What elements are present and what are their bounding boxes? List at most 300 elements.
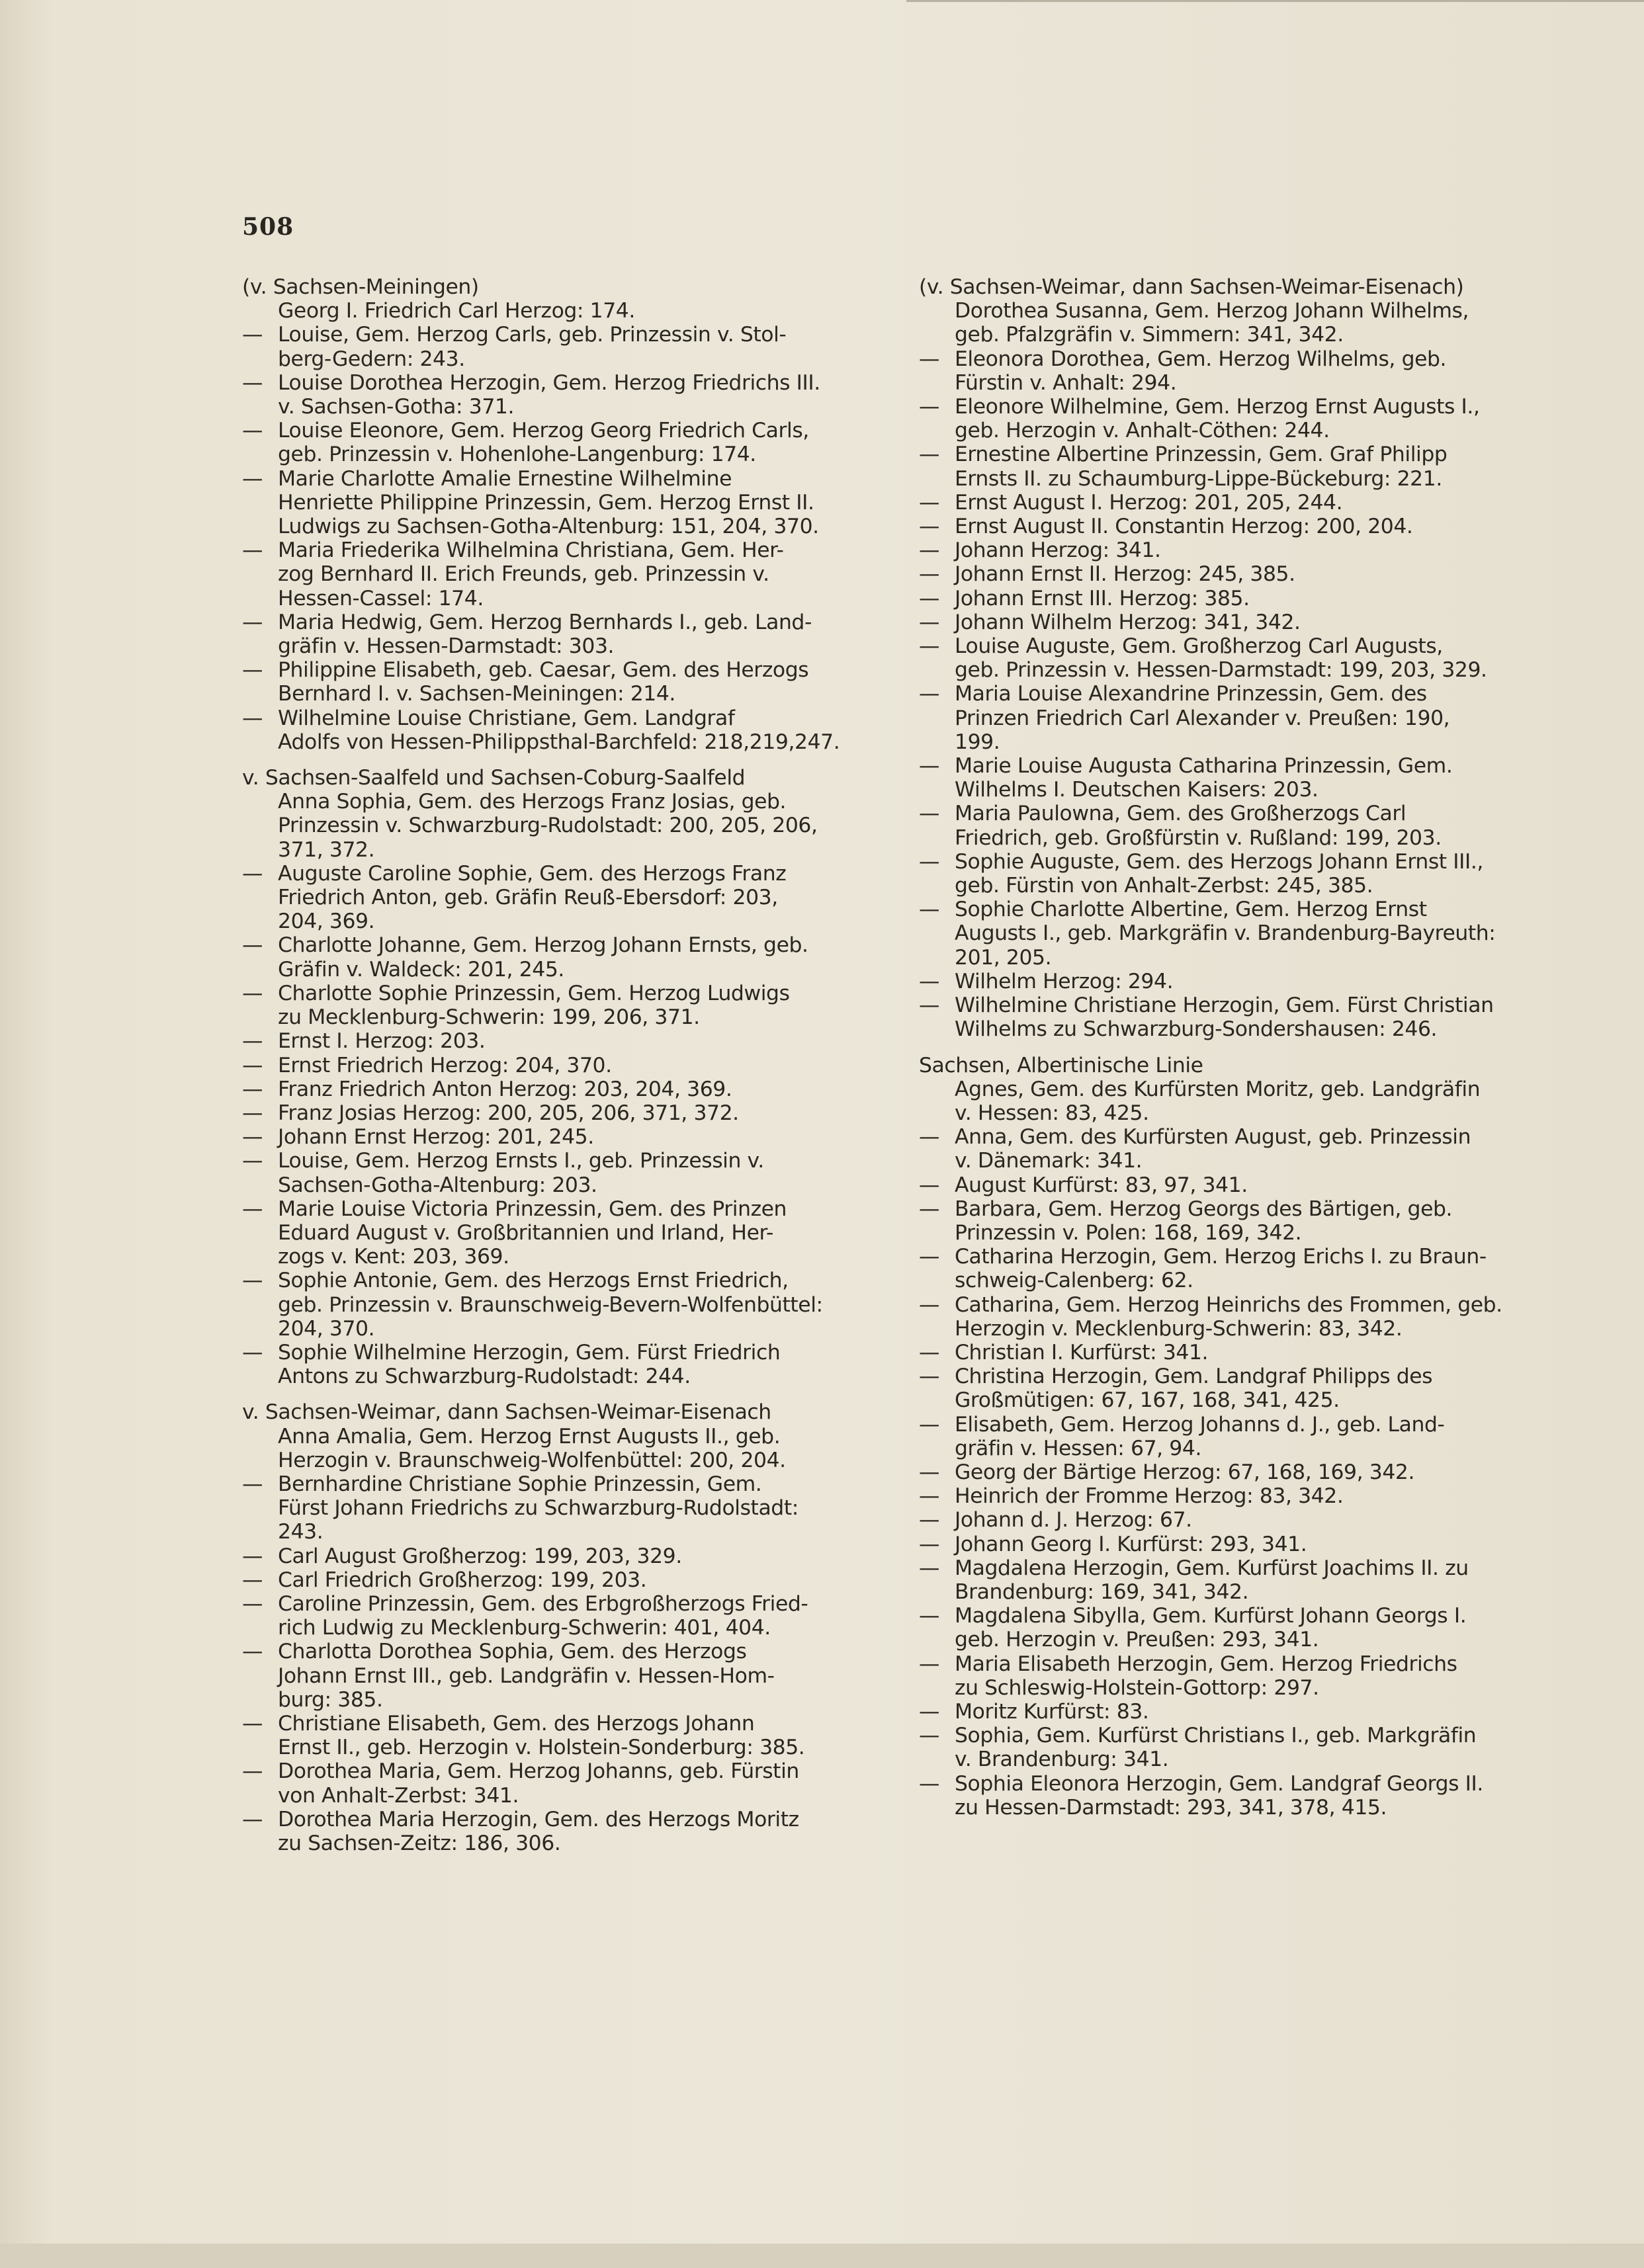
entry-text: v. Brandenburg: 341. [955, 1747, 1169, 1772]
entry-text: Catharina Herzogin, Gem. Herzog Erichs I. zu Braun- [955, 1245, 1487, 1269]
entry-dash: — [919, 347, 939, 371]
index-entry-continuation [242, 730, 884, 754]
entry-text: geb. Prinzessin v. Hessen-Darmstadt: 199, 203, 329. [955, 658, 1487, 683]
entry-text: Bernhard I. v. Sachsen-Meiningen: 214. [278, 682, 676, 706]
index-entry [919, 1533, 1551, 1556]
index-entry-continuation [242, 1005, 884, 1029]
entry-text: Johann Herzog: 341. [955, 538, 1161, 563]
index-entry-continuation [242, 1365, 884, 1388]
entry-text: gräfin v. Hessen-Darmstadt: 303. [278, 634, 615, 659]
index-entry-continuation [919, 467, 1551, 491]
entry-text: 371, 372. [278, 837, 375, 862]
index-entry-continuation [242, 634, 884, 658]
entry-dash: — [242, 1101, 263, 1125]
index-entry [919, 802, 1551, 825]
entry-text: Herzogin v. Braunschweig-Wolfenbüttel: 200, 204. [278, 1448, 786, 1472]
index-entry-continuation [242, 958, 884, 982]
index-entry-continuation [919, 1149, 1551, 1173]
entry-dash: — [242, 538, 263, 563]
index-entry [919, 1293, 1551, 1317]
entry-text: v. Dänemark: 341. [955, 1149, 1143, 1173]
index-entry [242, 538, 884, 562]
index-entry-continuation [242, 1221, 884, 1245]
entry-dash: — [242, 981, 263, 1005]
index-entry-continuation [919, 323, 1551, 347]
entry-text: burg: 385. [278, 1687, 383, 1712]
entry-dash: — [242, 658, 263, 683]
index-entry [919, 1652, 1551, 1676]
index-entry-continuation [919, 1676, 1551, 1700]
entry-text: Marie Louise Augusta Catharina Prinzessin, Gem. [955, 754, 1453, 778]
index-entry [242, 1125, 884, 1149]
index-column-right [919, 275, 1551, 1831]
index-entry [242, 1197, 884, 1221]
index-entry [919, 515, 1551, 538]
entry-text: Georg I. Friedrich Carl Herzog: 174. [278, 299, 635, 323]
index-entry [919, 1556, 1551, 1580]
index-entry-continuation [919, 1317, 1551, 1341]
entry-text: Maria Elisabeth Herzogin, Gem. Herzog Friedrichs [955, 1652, 1457, 1676]
entry-text: rich Ludwig zu Mecklenburg-Schwerin: 401, 404. [278, 1616, 771, 1640]
index-entry [242, 1472, 884, 1496]
entry-dash: — [919, 1532, 939, 1556]
entry-dash: — [242, 1053, 263, 1077]
index-entry [242, 1425, 884, 1449]
index-entry-continuation [242, 1784, 884, 1808]
entry-text: Franz Josias Herzog: 200, 205, 206, 371, 372. [278, 1101, 739, 1125]
index-entry [242, 371, 884, 395]
index-entry [242, 1101, 884, 1125]
index-entry [919, 1173, 1551, 1197]
entry-dash: — [919, 754, 939, 778]
entry-dash: — [919, 1604, 939, 1628]
entry-dash: — [919, 993, 939, 1018]
entry-dash: — [242, 1149, 263, 1173]
section-heading: v. Sachsen-Weimar, dann Sachsen-Weimar-Eisenach [242, 1400, 771, 1425]
entry-dash: — [919, 802, 939, 826]
index-entry [242, 1544, 884, 1568]
entry-text: von Anhalt-Zerbst: 341. [278, 1783, 519, 1808]
entry-text: Louise Eleonore, Gem. Herzog Georg Friedrich Carls, [278, 419, 809, 443]
entry-dash: — [242, 861, 263, 886]
entry-dash: — [919, 1652, 939, 1676]
entry-text: zogs v. Kent: 203, 369. [278, 1245, 509, 1269]
index-entry [919, 850, 1551, 874]
entry-text: geb. Herzogin v. Anhalt-Cöthen: 244. [955, 419, 1330, 443]
entry-text: Herzogin v. Mecklenburg-Schwerin: 83, 342. [955, 1316, 1403, 1341]
entry-dash: — [919, 490, 939, 515]
entry-dash: — [919, 1292, 939, 1317]
index-entry-continuation [919, 1437, 1551, 1460]
index-entry-continuation [919, 1580, 1551, 1604]
entry-text: Maria Paulowna, Gem. des Großherzogs Carl [955, 802, 1406, 826]
index-entry [919, 562, 1551, 586]
entry-dash: — [242, 1197, 263, 1221]
entry-text: 243. [278, 1520, 324, 1544]
index-entry-continuation [242, 1496, 884, 1520]
entry-text: Bernhardine Christiane Sophie Prinzessin, Gem. [278, 1472, 762, 1496]
index-entry-continuation [242, 562, 884, 586]
entry-dash: — [919, 682, 939, 706]
entry-text: Ernsts II. zu Schaumburg-Lippe-Bückeburg: 221. [955, 466, 1442, 491]
entry-dash: — [919, 442, 939, 467]
entry-dash: — [919, 395, 939, 419]
entry-dash: — [919, 1173, 939, 1197]
entry-text: Wilhelms zu Schwarzburg-Sondershausen: 246. [955, 1017, 1438, 1042]
entry-text: zu Sachsen-Zeitz: 186, 306. [278, 1831, 561, 1855]
index-section [919, 275, 1551, 1042]
index-section [242, 766, 884, 1388]
entry-text: Carl Friedrich Großherzog: 199, 203. [278, 1568, 647, 1592]
index-entry [242, 1592, 884, 1616]
index-entry [919, 1125, 1551, 1149]
index-section [919, 1054, 1551, 1820]
entry-text: Ludwigs zu Sachsen-Gotha-Altenburg: 151, 204, 370. [278, 515, 819, 539]
index-entry [919, 1365, 1551, 1388]
index-entry [919, 682, 1551, 706]
index-entry [242, 1054, 884, 1077]
index-entry-continuation [242, 1317, 884, 1341]
index-entry-continuation [919, 658, 1551, 682]
entry-text: Auguste Caroline Sophie, Gem. des Herzogs Franz [278, 861, 787, 886]
index-entry [919, 347, 1551, 371]
entry-text: Christiane Elisabeth, Gem. des Herzogs Johann [278, 1711, 755, 1736]
index-entry [919, 1508, 1551, 1532]
index-entry-continuation [919, 778, 1551, 802]
entry-text: zu Hessen-Darmstadt: 293, 341, 378, 415. [955, 1795, 1387, 1820]
entry-text: Johann Ernst III. Herzog: 385. [955, 586, 1250, 610]
entry-text: Augusts I., geb. Markgräfin v. Brandenburg-Bayreuth: [955, 921, 1496, 946]
entry-text: Maria Louise Alexandrine Prinzessin, Gem. des [955, 682, 1427, 706]
entry-dash: — [919, 1484, 939, 1509]
entry-dash: — [919, 849, 939, 874]
entry-text: Barbara, Gem. Herzog Georgs des Bärtigen, geb. [955, 1197, 1453, 1221]
index-entry-continuation [242, 814, 884, 837]
index-entry [242, 467, 884, 491]
entry-text: Johann d. J. Herzog: 67. [955, 1508, 1192, 1533]
entry-text: Dorothea Maria, Gem. Herzog Johanns, geb. Fürstin [278, 1759, 799, 1784]
entry-dash: — [919, 1556, 939, 1580]
entry-dash: — [919, 1699, 939, 1724]
entry-text: Philippine Elisabeth, geb. Caesar, Gem. des Herzogs [278, 658, 809, 683]
entry-text: Johann Ernst II. Herzog: 245, 385. [955, 562, 1295, 587]
index-entry-continuation [242, 1616, 884, 1640]
entry-text: Großmütigen: 67, 167, 168, 341, 425. [955, 1388, 1340, 1413]
entry-dash: — [242, 1472, 263, 1496]
entry-dash: — [242, 323, 263, 347]
entry-text: Magdalena Herzogin, Gem. Kurfürst Joachims II. zu [955, 1556, 1469, 1580]
entry-dash: — [919, 1724, 939, 1748]
index-entry-continuation [919, 419, 1551, 442]
entry-text: zu Schleswig-Holstein-Gottorp: 297. [955, 1675, 1319, 1700]
entry-text: Louise, Gem. Herzog Carls, geb. Prinzessin v. Stol- [278, 323, 787, 347]
index-entry-continuation [242, 347, 884, 371]
entry-text: 204, 369. [278, 909, 375, 934]
index-entry [919, 1245, 1551, 1269]
entry-text: geb. Fürstin von Anhalt-Zerbst: 245, 385. [955, 874, 1373, 898]
entry-text: geb. Prinzessin v. Hohenlohe-Langenburg: 174. [278, 442, 756, 467]
index-entry-continuation [242, 1736, 884, 1759]
index-entry-continuation [242, 1831, 884, 1855]
entry-text: Wilhelmine Louise Christiane, Gem. Landgraf [278, 706, 735, 730]
index-entry [919, 1700, 1551, 1724]
index-entry [242, 1808, 884, 1831]
entry-text: Brandenburg: 169, 341, 342. [955, 1579, 1249, 1604]
entry-dash: — [242, 1711, 263, 1736]
index-entry [242, 1077, 884, 1101]
entry-text: Eleonora Dorothea, Gem. Herzog Wilhelms, geb. [955, 347, 1447, 371]
index-entry [919, 1413, 1551, 1437]
entry-text: Christian I. Kurfürst: 341. [955, 1340, 1209, 1365]
entry-text: Charlotte Johanne, Gem. Herzog Johann Ernsts, geb. [278, 933, 808, 958]
entry-text: Maria Hedwig, Gem. Herzog Bernhards I., geb. Land- [278, 610, 812, 634]
entry-text: Ernst August II. Constantin Herzog: 200, 204. [955, 515, 1413, 539]
index-entry-continuation [919, 1269, 1551, 1292]
entry-dash: — [919, 1245, 939, 1269]
index-section [242, 1400, 884, 1855]
entry-text: Hessen-Cassel: 174. [278, 586, 484, 610]
entry-text: Dorothea Susanna, Gem. Herzog Johann Wilhelms, [955, 299, 1469, 323]
index-entry [919, 442, 1551, 466]
section-heading: (v. Sachsen-Meiningen) [242, 275, 479, 299]
entry-text: Antons zu Schwarzburg-Rudolstadt: 244. [278, 1365, 691, 1389]
entry-text: Prinzen Friedrich Carl Alexander v. Preußen: 190, [955, 706, 1450, 730]
index-entry-continuation [919, 1017, 1551, 1041]
entry-dash: — [242, 1807, 263, 1831]
entry-dash: — [242, 466, 263, 491]
entry-text: schweig-Calenberg: 62. [955, 1269, 1193, 1293]
entry-text: Heinrich der Fromme Herzog: 83, 342. [955, 1484, 1344, 1509]
index-entry-continuation [242, 909, 884, 933]
index-entry [242, 1341, 884, 1365]
index-entry-continuation [242, 1245, 884, 1269]
index-entry [242, 419, 884, 442]
entry-text: Marie Louise Victoria Prinzessin, Gem. des Prinzen [278, 1197, 787, 1221]
entry-dash: — [242, 1544, 263, 1568]
index-entry [919, 1724, 1551, 1747]
entry-text: Marie Charlotte Amalie Ernestine Wilhelmine [278, 466, 732, 491]
index-entry-continuation [919, 1221, 1551, 1245]
index-entry [242, 1568, 884, 1592]
entry-text: Eleonore Wilhelmine, Gem. Herzog Ernst Augusts I., [955, 395, 1480, 419]
entry-text: Ernestine Albertine Prinzessin, Gem. Graf Philipp [955, 442, 1448, 467]
index-entry-continuation [242, 838, 884, 862]
index-entry [242, 299, 884, 323]
index-entry-continuation [919, 1101, 1551, 1125]
page-number: 508 [242, 213, 294, 241]
entry-dash: — [919, 1460, 939, 1484]
index-entry [919, 538, 1551, 562]
index-entry [919, 1460, 1551, 1484]
index-entry-continuation [919, 1628, 1551, 1652]
index-entry [242, 323, 884, 347]
entry-text: Wilhelmine Christiane Herzogin, Gem. Fürst Christian [955, 993, 1494, 1018]
entry-dash: — [242, 1568, 263, 1592]
entry-text: Louise Auguste, Gem. Großherzog Carl Augusts, [955, 634, 1443, 659]
entry-text: 201, 205. [955, 945, 1052, 970]
entry-text: Prinzessin v. Polen: 168, 169, 342. [955, 1220, 1302, 1245]
entry-text: zu Mecklenburg-Schwerin: 199, 206, 371. [278, 1005, 700, 1030]
entry-text: Sophie Charlotte Albertine, Gem. Herzog Ernst [955, 898, 1427, 922]
entry-text: v. Hessen: 83, 425. [955, 1101, 1149, 1125]
entry-text: geb. Herzogin v. Preußen: 293, 341. [955, 1628, 1319, 1652]
entry-dash: — [242, 1340, 263, 1365]
index-entry-continuation [919, 874, 1551, 898]
entry-text: Ernst I. Herzog: 203. [278, 1029, 486, 1054]
index-entry [919, 970, 1551, 993]
index-entry-continuation [242, 587, 884, 610]
index-entry [919, 491, 1551, 515]
entry-dash: — [242, 1077, 263, 1101]
entry-text: geb. Prinzessin v. Braunschweig-Bevern-Wolfenbüttel: [278, 1292, 823, 1317]
index-entry [919, 610, 1551, 634]
index-entry [919, 1772, 1551, 1796]
entry-dash: — [919, 898, 939, 922]
entry-dash: — [919, 1771, 939, 1796]
index-entry [919, 1484, 1551, 1508]
section-heading: (v. Sachsen-Weimar, dann Sachsen-Weimar-Eisenach) [919, 275, 1464, 299]
entry-text: Friedrich Anton, geb. Gräfin Reuß-Ebersdorf: 203, [278, 886, 778, 910]
entry-text: Johann Georg I. Kurfürst: 293, 341. [955, 1532, 1307, 1556]
entry-text: Friedrich, geb. Großfürstin v. Rußland: 199, 203. [955, 825, 1442, 850]
entry-text: v. Sachsen-Gotha: 371. [278, 395, 515, 419]
entry-text: Eduard August v. Großbritannien und Irland, Her- [278, 1220, 773, 1245]
entry-text: Sophia Eleonora Herzogin, Gem. Landgraf Georgs II. [955, 1771, 1483, 1796]
entry-text: Dorothea Maria Herzogin, Gem. des Herzogs Moritz [278, 1807, 799, 1831]
entry-dash: — [919, 969, 939, 993]
entry-text: Sophie Wilhelmine Herzogin, Gem. Fürst Friedrich [278, 1340, 781, 1365]
index-entry [919, 898, 1551, 921]
index-entry [242, 1640, 884, 1663]
entry-text: Anna, Gem. des Kurfürsten August, geb. Prinzessin [955, 1125, 1471, 1150]
entry-dash: — [242, 1759, 263, 1784]
section-heading: Sachsen, Albertinische Linie [919, 1053, 1203, 1077]
entry-text: Anna Sophia, Gem. des Herzogs Franz Josias, geb. [278, 790, 787, 814]
entry-dash: — [919, 634, 939, 659]
entry-text: Sophie Antonie, Gem. des Herzogs Ernst Friedrich, [278, 1269, 789, 1293]
entry-text: Charlotte Sophie Prinzessin, Gem. Herzog Ludwigs [278, 981, 790, 1005]
entry-dash: — [919, 515, 939, 539]
index-entry-continuation [919, 826, 1551, 850]
entry-text: Agnes, Gem. des Kurfürsten Moritz, geb. Landgräfin [955, 1077, 1481, 1101]
index-entry [242, 1269, 884, 1292]
entry-text: August Kurfürst: 83, 97, 341. [955, 1173, 1248, 1197]
entry-text: zog Bernhard II. Erich Freunds, geb. Prinzessin v. [278, 562, 769, 587]
entry-text: Charlotta Dorothea Sophia, Gem. des Herzogs [278, 1640, 747, 1664]
index-entry-continuation [919, 1796, 1551, 1820]
index-entry [242, 658, 884, 682]
entry-text: 199. [955, 730, 1000, 754]
index-entry-continuation [242, 1664, 884, 1688]
index-entry [919, 395, 1551, 419]
entry-text: Johann Ernst III., geb. Landgräfin v. Hessen-Hom- [278, 1663, 775, 1688]
index-entry-continuation [242, 442, 884, 466]
entry-text: Sophie Auguste, Gem. des Herzogs Johann Ernst III., [955, 849, 1484, 874]
index-entry [242, 1149, 884, 1173]
index-entry [242, 1759, 884, 1783]
entry-text: Carl August Großherzog: 199, 203, 329. [278, 1544, 682, 1568]
entry-text: Georg der Bärtige Herzog: 67, 168, 169, 342. [955, 1460, 1415, 1484]
index-entry [242, 982, 884, 1005]
section-heading: v. Sachsen-Saalfeld und Sachsen-Coburg-Saalfeld [242, 766, 746, 790]
entry-text: Ernst Friedrich Herzog: 204, 370. [278, 1053, 612, 1077]
index-entry-continuation [919, 371, 1551, 395]
index-entry [242, 862, 884, 886]
entry-dash: — [242, 1640, 263, 1664]
index-entry [242, 790, 884, 814]
entry-text: Wilhelm Herzog: 294. [955, 969, 1174, 993]
index-entry [919, 634, 1551, 658]
index-entry [919, 1341, 1551, 1365]
index-entry [242, 706, 884, 730]
entry-dash: — [242, 1269, 263, 1293]
entry-text: Ernst II., geb. Herzogin v. Holstein-Sonderburg: 385. [278, 1736, 805, 1760]
index-entry-continuation [919, 1388, 1551, 1412]
entry-dash: — [242, 370, 263, 395]
entry-dash: — [919, 538, 939, 563]
index-entry-continuation [242, 1688, 884, 1712]
index-entry [919, 1604, 1551, 1628]
entry-dash: — [919, 1197, 939, 1221]
index-entry-continuation [242, 682, 884, 706]
index-entry [242, 610, 884, 634]
entry-dash: — [242, 933, 263, 958]
index-entry [919, 1197, 1551, 1221]
entry-text: Anna Amalia, Gem. Herzog Ernst Augusts II., geb. [278, 1424, 781, 1449]
index-entry [242, 1712, 884, 1736]
entry-dash: — [919, 610, 939, 634]
entry-text: Maria Friederika Wilhelmina Christiana, Gem. Her- [278, 538, 784, 563]
entry-text: Johann Wilhelm Herzog: 341, 342. [955, 610, 1301, 634]
index-section [242, 275, 884, 754]
index-entry [919, 993, 1551, 1017]
entry-text: Ernst August I. Herzog: 201, 205, 244. [955, 490, 1343, 515]
entry-text: 204, 370. [278, 1316, 375, 1341]
entry-text: Sachsen-Gotha-Altenburg: 203. [278, 1173, 597, 1197]
entry-text: Louise Dorothea Herzogin, Gem. Herzog Friedrichs III. [278, 370, 820, 395]
index-entry-continuation [242, 1449, 884, 1472]
entry-dash: — [919, 562, 939, 587]
index-entry-continuation [242, 886, 884, 909]
entry-dash: — [919, 1365, 939, 1389]
index-entry-continuation [919, 921, 1551, 945]
index-entry-continuation [242, 1520, 884, 1544]
entry-dash: — [242, 1029, 263, 1054]
index-entry [919, 587, 1551, 610]
index-entry [242, 933, 884, 957]
index-entry [919, 1077, 1551, 1101]
index-entry-continuation [919, 946, 1551, 970]
entry-text: Catharina, Gem. Herzog Heinrichs des Frommen, geb. [955, 1292, 1502, 1317]
entry-text: Fürst Johann Friedrichs zu Schwarzburg-Rudolstadt: [278, 1496, 799, 1521]
entry-dash: — [919, 1412, 939, 1437]
entry-text: Louise, Gem. Herzog Ernsts I., geb. Prinzessin v. [278, 1149, 764, 1173]
entry-text: Johann Ernst Herzog: 201, 245. [278, 1125, 594, 1150]
entry-dash: — [919, 1125, 939, 1150]
entry-text: Caroline Prinzessin, Gem. des Erbgroßherzogs Fried- [278, 1591, 808, 1616]
entry-dash: — [242, 610, 263, 634]
entry-dash: — [242, 706, 263, 730]
index-column-left [242, 275, 884, 1867]
entry-text: Fürstin v. Anhalt: 294. [955, 370, 1177, 395]
index-entry-continuation [919, 730, 1551, 754]
entry-text: Wilhelms I. Deutschen Kaisers: 203. [955, 778, 1319, 802]
entry-text: Gräfin v. Waldeck: 201, 245. [278, 957, 564, 982]
index-entry [919, 754, 1551, 778]
entry-text: Magdalena Sibylla, Gem. Kurfürst Johann Georgs I. [955, 1604, 1467, 1628]
entry-dash: — [242, 1591, 263, 1616]
entry-text: Sophia, Gem. Kurfürst Christians I., geb. Markgräfin [955, 1724, 1477, 1748]
